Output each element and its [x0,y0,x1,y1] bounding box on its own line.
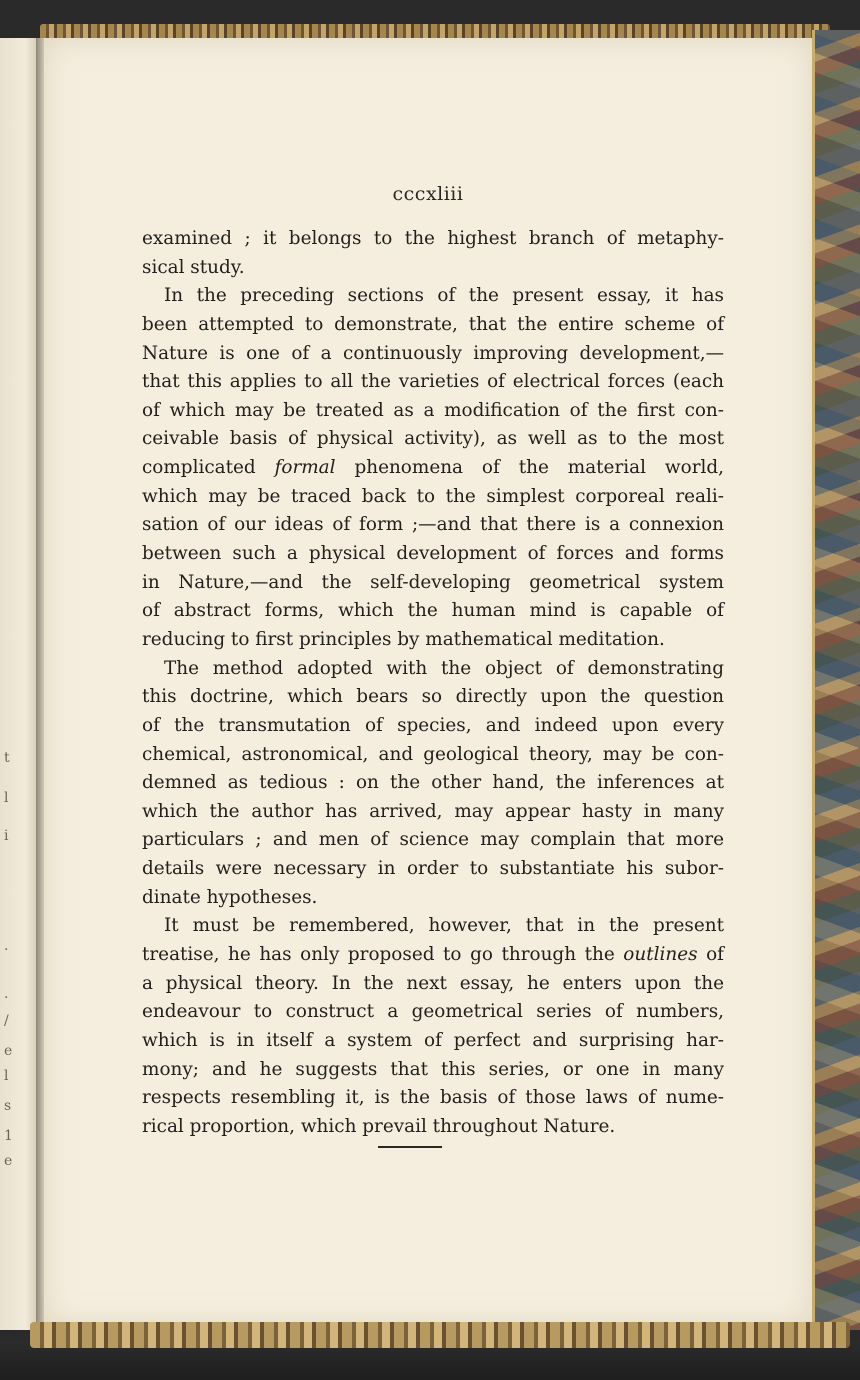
text-line: respects resembling it, is the basis of those laws of nume- [142,1087,724,1109]
text-line: particulars ; and men of science may complain that more [142,829,724,851]
italic-word: outlines [623,944,698,966]
text-line: examined ; it belongs to the highest branch of metaphy- [142,228,724,249]
facing-page-fragment: . [4,938,9,954]
text-line: of which may be treated as a modification of the first con- [142,399,724,421]
text-line: been attempted to demonstrate, that the entire scheme of [142,313,724,335]
facing-page-fragment: / [4,1013,9,1029]
facing-page-edge [0,38,37,1330]
page-gutter [36,38,44,1330]
text-line: sical study. [142,256,245,278]
text-line: ceivable basis of physical activity), as well as to the most [142,428,724,450]
section-end-rule [378,1146,442,1148]
text-line: which may be traced back to the simplest corporeal reali- [142,485,724,507]
facing-page-fragment: l [4,790,9,806]
text-segment: of [697,944,724,966]
text-line: which is in itself a system of perfect and surprising har- [142,1029,724,1051]
text-segment: complicated [142,457,275,479]
text-line: that this applies to all the varieties of electrical forces (each [142,371,724,393]
text-line: a physical theory. In the next essay, he enters upon the [142,972,724,994]
italic-word: formal [274,457,336,479]
book-page [44,38,812,1326]
facing-page-fragment: e [4,1043,13,1059]
facing-page-fragment: . [4,986,9,1002]
text-line: sation of our ideas of form ;—and that there is a connexion [142,514,724,536]
text-line: in Nature,—and the self-developing geometrical system [142,571,724,593]
text-line: mony; and he suggests that this series, or one in many [142,1058,724,1080]
facing-page-fragment: s [4,1098,12,1114]
text-line: It must be remembered, however, that in the present [164,915,724,937]
facing-page-fragment: e [4,1153,13,1169]
text-line: dinate hypotheses. [142,886,318,908]
text-line: reducing to first principles by mathematical meditation. [142,628,665,650]
text-line: rical proportion, which prevail throughout Nature. [142,1115,616,1137]
text-line: this doctrine, which bears so directly upon the question [142,686,724,708]
text-line [142,454,724,483]
facing-page-fragment: 1 [4,1128,13,1144]
facing-page-fragment: l [4,1068,9,1084]
text-segment: treatise, he has only proposed to go through the [142,944,624,966]
text-line: which the author has arrived, may appear hasty in many [142,800,724,822]
text-line: endeavour to construct a geometrical series of numbers, [142,1001,724,1023]
facing-page-fragment: t [4,750,10,766]
text-line: between such a physical development of forces and forms [142,543,724,565]
text-line: Nature is one of a continuously improving development,— [142,342,724,364]
text-line: of the transmutation of species, and indeed upon every [142,714,724,736]
text-line: of abstract forms, which the human mind is capable of [142,600,724,622]
body-text [142,225,724,1142]
text-line: In the preceding sections of the present essay, it has [164,285,724,307]
text-segment: phenomena of the material world, [335,457,724,479]
facing-page-fragment: i [4,828,9,844]
text-line [142,941,724,970]
page-number: cccxliii [392,183,464,205]
gilt-border-bottom [30,1322,850,1348]
text-line: demned as tedious : on the other hand, the inferences at [142,772,724,794]
text-line: The method adopted with the object of demonstrating [164,657,724,679]
marbled-fore-edge [812,30,860,1330]
text-line: details were necessary in order to substantiate his subor- [142,858,724,880]
text-line: chemical, astronomical, and geological theory, may be con- [142,743,724,765]
